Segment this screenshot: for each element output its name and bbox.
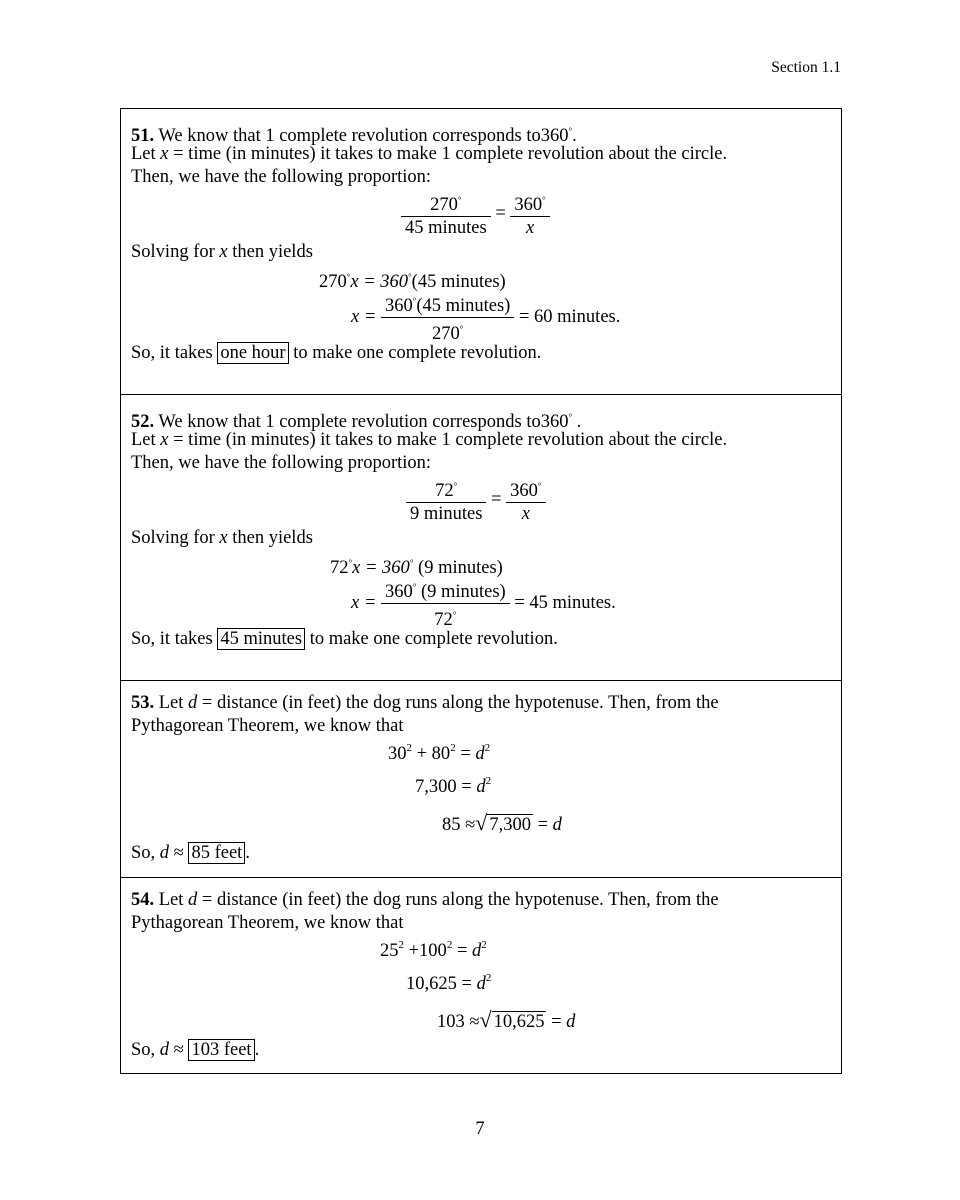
p51-eq2-den: 270 (431, 324, 460, 344)
p52-frac2-num: 360 (510, 481, 538, 501)
p53-so-c: . (245, 843, 250, 863)
degree-symbol: ° (452, 610, 457, 620)
p51-frac2-den: x (525, 218, 535, 238)
p54-so-c: . (254, 1040, 260, 1060)
p52-frac1 (406, 475, 486, 525)
p54-number: 54. (131, 890, 155, 910)
p53-text-b: = distance (in feet) the dog runs along the hypotenuse. Then, from the (197, 693, 719, 713)
p52-eq2-den: 72 (434, 610, 453, 630)
p53-eq2-a: 7,300 = (415, 777, 477, 797)
squared: 2 (485, 775, 492, 787)
degree-symbol: ° (568, 126, 573, 136)
p51-eq2-lhs: x = (351, 307, 377, 327)
p52-solving-var: x (219, 528, 228, 548)
p54-text-b: = distance (in feet) the dog runs along the hypotenuse. Then, from the (197, 890, 719, 910)
degree-symbol: ° (409, 558, 414, 568)
p52-then: Then, we have the following proportion: (131, 453, 432, 473)
p54-conclusion (131, 1039, 831, 1062)
p52-let-var: x (160, 430, 169, 450)
p51-eq2-num-a: 360 (384, 296, 413, 316)
degree-symbol: ° (568, 412, 573, 422)
p53-eq2 (131, 771, 831, 804)
p52-eq2 (131, 576, 831, 628)
p54-eq2-a: 10,625 = (406, 974, 477, 994)
p53-eq1-a: 30 (388, 744, 407, 764)
p53-eq1-b: + 80 (416, 744, 451, 764)
p51-so-a: So, it takes (131, 343, 218, 363)
p51-eq2 (131, 290, 831, 342)
p54-eq3-radicand: 10,625 (493, 1012, 545, 1032)
p54-text-var: d (188, 890, 198, 910)
p51-eq1 (131, 264, 831, 290)
p52-intro-value: 360 (540, 412, 569, 432)
var-d: d (472, 941, 482, 961)
p51-frac2-num: 360 (514, 195, 543, 215)
p51-intro-value: 360 (540, 126, 569, 146)
p51-let-var: x (160, 144, 169, 164)
p51-eq1-c: (45 minutes) (411, 272, 506, 292)
p54-eq3-a: 103 ≈ (437, 1012, 480, 1032)
p52-frac2-den: x (521, 504, 530, 524)
p52-eq2-num-a: 360 (384, 582, 413, 602)
p52-solving-b: then yields (227, 528, 313, 548)
degree-symbol: ° (459, 324, 464, 334)
p51-conclusion (131, 342, 831, 365)
p53-so-a: So, (131, 843, 160, 863)
var-d: d (475, 744, 485, 764)
p52-frac2 (506, 475, 545, 525)
p54-eq2 (131, 968, 831, 1001)
p52-intro-text: We know that 1 complete revolution corresponds to (158, 412, 541, 432)
p52-so-b: to make one complete revolution. (305, 629, 558, 649)
p54-answer-box: 103 feet (188, 1039, 254, 1061)
p51-frac1-num: 270 (430, 195, 458, 215)
p51-so-b: to make one complete revolution. (288, 343, 542, 363)
p53-answer-box: 85 feet (188, 842, 245, 864)
p54-eq3 (131, 1001, 831, 1039)
squared: 2 (484, 742, 491, 754)
p54-text-2: Pythagorean Theorem, we know that (131, 913, 404, 933)
p52-proportion: $\frac{72^\circ}{\text{9 minutes}}$ = $\frac{360^\circ}{x}$ (131, 475, 831, 527)
p54-eq1-b: +100 (404, 941, 447, 961)
p51-let (131, 143, 831, 166)
p52-eq2-num-b: (9 minutes) (420, 582, 506, 602)
p51-frac2 (510, 189, 549, 239)
p51-solving-b: then yields (227, 242, 313, 262)
p51-eq2-rhs: = 60 minutes. (518, 307, 621, 327)
p53-text-var: d (188, 693, 198, 713)
p53-eq3-a: 85 ≈ (442, 815, 476, 835)
p53-eq3 (131, 804, 831, 842)
p51-answer-box: one hour (217, 342, 288, 364)
problem-54 (121, 878, 841, 1073)
var-d: d (476, 777, 486, 797)
p52-intro: 52. We know that 1 complete revolution corresponds to360° . (131, 412, 582, 432)
p52-eq1-b: x = 360 (352, 558, 410, 578)
p52-eq1-a: 72 (330, 558, 349, 578)
p52-solving (131, 527, 831, 550)
p51-let-a: Let (131, 144, 161, 164)
problem-52 (121, 395, 841, 681)
p53-text-1 (131, 692, 831, 715)
p52-frac1-num: 72 (435, 481, 454, 501)
p51-frac1 (401, 189, 491, 239)
p51-eq1-b: x = 360 (350, 272, 409, 292)
p51-eq1-a: 270 (319, 272, 347, 292)
p51-let-b: = time (in minutes) it takes to make 1 complete revolution about the circle. (168, 144, 728, 164)
degree-symbol: ° (457, 195, 462, 205)
p53-eq3-b: = (537, 815, 553, 835)
var-d: d (566, 1012, 576, 1032)
p52-eq1-c: (9 minutes) (418, 558, 503, 578)
p52-so-a: So, it takes (131, 629, 218, 649)
p54-eq1-c: = (456, 941, 472, 961)
p52-answer-box: 45 minutes (217, 628, 305, 650)
degree-symbol: ° (346, 272, 351, 282)
p54-so-var: d (159, 1040, 170, 1060)
var-d: d (476, 974, 486, 994)
p52-number: 52. (131, 412, 155, 432)
p52-eq1 (131, 550, 831, 576)
p53-so-b: ≈ (169, 843, 189, 863)
p54-eq3-b: = (551, 1012, 567, 1032)
p54-so-b: ≈ (169, 1040, 189, 1060)
page-number: 7 (475, 1119, 485, 1139)
p51-eq2-frac (381, 290, 514, 345)
squared: 2 (481, 939, 487, 951)
radical-sign: √ (479, 1007, 492, 1032)
p51-intro: 51. We know that 1 complete revolution corresponds to360°. (131, 126, 577, 146)
degree-symbol: ° (348, 558, 353, 568)
p54-text-a: Let (154, 890, 189, 910)
squared: 2 (450, 742, 456, 754)
p53-eq3-radicand: 7,300 (489, 815, 531, 835)
solutions-table (120, 108, 842, 1074)
p52-eq2-rhs: = 45 minutes. (514, 593, 616, 613)
p51-solving (131, 241, 831, 264)
degree-symbol: ° (542, 195, 546, 205)
p51-eq2-num-b: (45 minutes) (416, 296, 511, 316)
degree-symbol: ° (408, 272, 412, 282)
p54-eq1 (131, 935, 831, 968)
p53-text-2: Pythagorean Theorem, we know that (131, 716, 404, 736)
p51-number: 51. (131, 126, 155, 146)
section-header: Section 1.1 (771, 59, 841, 76)
p51-frac1-den: 45 minutes (405, 218, 487, 238)
p54-so-a: So, (131, 1040, 160, 1060)
p52-let-a: Let (131, 430, 161, 450)
p52-eq2-lhs: x = (351, 593, 377, 613)
p54-text-1 (131, 889, 831, 912)
var-d: d (552, 815, 562, 835)
degree-symbol: ° (412, 582, 417, 592)
squared: 2 (446, 939, 453, 951)
squared: 2 (406, 742, 412, 754)
p52-solving-a: Solving for (131, 528, 220, 548)
p52-let-b: = time (in minutes) it takes to make 1 complete revolution about the circle. (168, 430, 728, 450)
p51-solving-var: x (219, 242, 228, 262)
p51-then: Then, we have the following proportion: (131, 167, 432, 187)
p52-eq2-frac (381, 576, 510, 631)
degree-symbol: ° (412, 296, 417, 306)
problem-53 (121, 681, 841, 878)
p51-intro-text: We know that 1 complete revolution corresponds to (158, 126, 541, 146)
p54-eq1-a: 25 (380, 941, 399, 961)
p53-number: 53. (131, 693, 155, 713)
radical-sign: √ (475, 810, 488, 835)
problem-51 (121, 109, 841, 395)
p53-conclusion (131, 842, 831, 865)
p52-frac1-den: 9 minutes (410, 504, 483, 524)
p53-text-a: Let (154, 693, 189, 713)
p52-conclusion (131, 628, 831, 651)
p53-eq1-c: = (460, 744, 476, 764)
degree-symbol: ° (453, 481, 458, 491)
p53-so-var: d (159, 843, 170, 863)
p52-let (131, 429, 831, 452)
p53-eq1 (131, 738, 831, 771)
p51-proportion: $\frac{270^\circ}{\text{45 minutes}}$ = $\frac{360^\circ}{x}$ (131, 189, 831, 241)
p51-solving-a: Solving for (131, 242, 220, 262)
squared: 2 (485, 972, 492, 984)
squared: 2 (398, 939, 404, 951)
degree-symbol: ° (537, 481, 542, 491)
